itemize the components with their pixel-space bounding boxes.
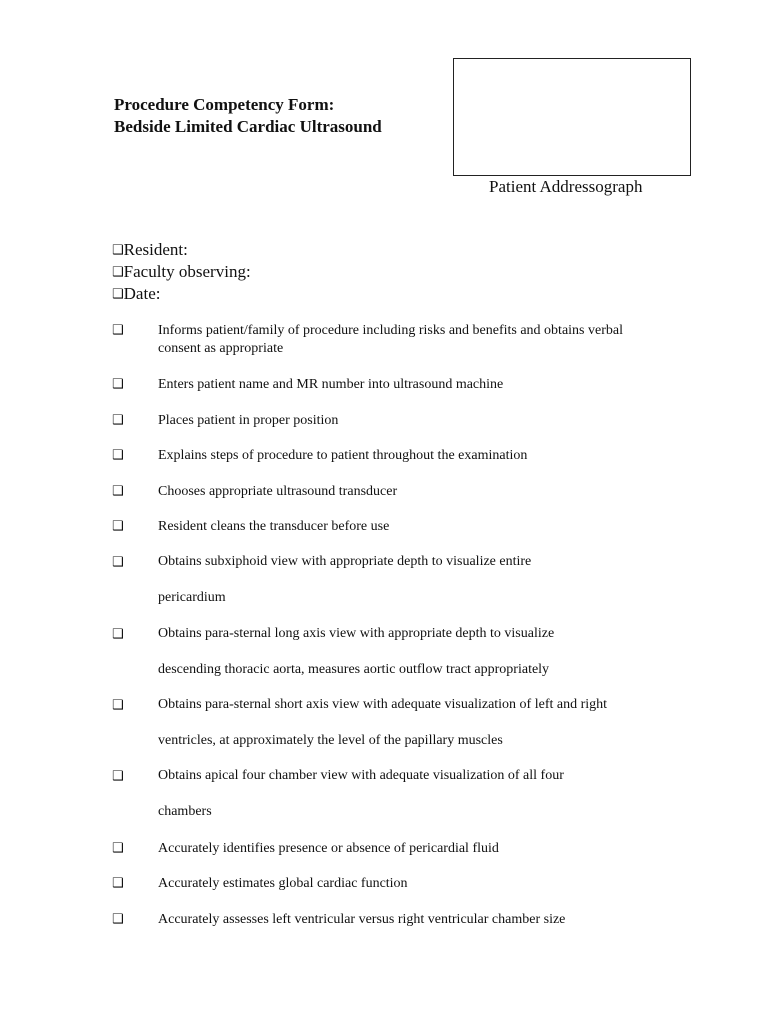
checkbox-icon[interactable]: ❑ [112,769,124,784]
checklist-item-text: Obtains apical four chamber view with adequate visualization of all four chambers [158,768,564,819]
checkbox-icon[interactable]: ❑ [112,841,124,856]
checklist-item-text: Enters patient name and MR number into ultrasound machine [158,377,504,392]
checkbox-icon[interactable]: ❑ [112,484,124,499]
checkbox-icon[interactable]: ❑ [112,448,124,463]
checkbox-icon[interactable]: ❑ [112,287,124,302]
checkbox-icon[interactable]: ❑ [112,698,124,713]
addressograph-box[interactable] [453,58,691,176]
checklist-item-text: Resident cleans the transducer before use [158,519,390,534]
checkbox-icon[interactable]: ❑ [112,912,124,927]
faculty-observing-label: Faculty observing: [123,262,251,281]
addressograph-label: Patient Addressograph [489,177,643,196]
date-field[interactable] [112,283,251,305]
checkbox-icon[interactable]: ❑ [112,519,124,534]
checkbox-icon[interactable]: ❑ [112,627,124,642]
checkbox-icon[interactable]: ❑ [112,243,124,258]
resident-label: Resident: [123,240,188,259]
checklist-item-text: Obtains para-sternal short axis view with adequate visualization of left and right ventricles, at approximately the level of the papillary muscles [158,697,608,748]
checklist-item-text: Accurately estimates global cardiac function [158,876,408,891]
checkbox-icon[interactable]: ❑ [112,323,124,338]
checkbox-icon[interactable]: ❑ [112,265,124,280]
resident-field[interactable] [112,239,251,261]
checkbox-icon[interactable]: ❑ [112,413,124,428]
faculty-observing-field[interactable] [112,261,251,283]
date-label: Date: [123,284,161,303]
form-title [114,94,382,138]
checklist-item-text: Places patient in proper position [158,413,339,428]
checkbox-icon[interactable]: ❑ [112,555,124,570]
checklist-item-text: Chooses appropriate ultrasound transducer [158,484,398,499]
checklist-item-text: Obtains subxiphoid view with appropriate depth to visualize entire pericardium [158,554,532,605]
checklist-item-text: Explains steps of procedure to patient throughout the examination [158,448,528,463]
checkbox-icon[interactable]: ❑ [112,377,124,392]
checklist-item-text: Informs patient/family of procedure including risks and benefits and obtains verbal consent as appropriate [158,323,623,356]
form-title-line-1: Procedure Competency Form: [114,95,335,114]
checklist-item-text: Accurately identifies presence or absence of pericardial fluid [158,841,499,856]
form-title-line-2: Bedside Limited Cardiac Ultrasound [114,117,382,136]
checklist-item-text: Accurately assesses left ventricular versus right ventricular chamber size [158,912,566,927]
checklist-item-text: Obtains para-sternal long axis view with appropriate depth to visualize descending thoracic aorta, measures aortic outflow tract appropriately [158,626,555,677]
checkbox-icon[interactable]: ❑ [112,876,124,891]
meta-fields [112,239,251,305]
